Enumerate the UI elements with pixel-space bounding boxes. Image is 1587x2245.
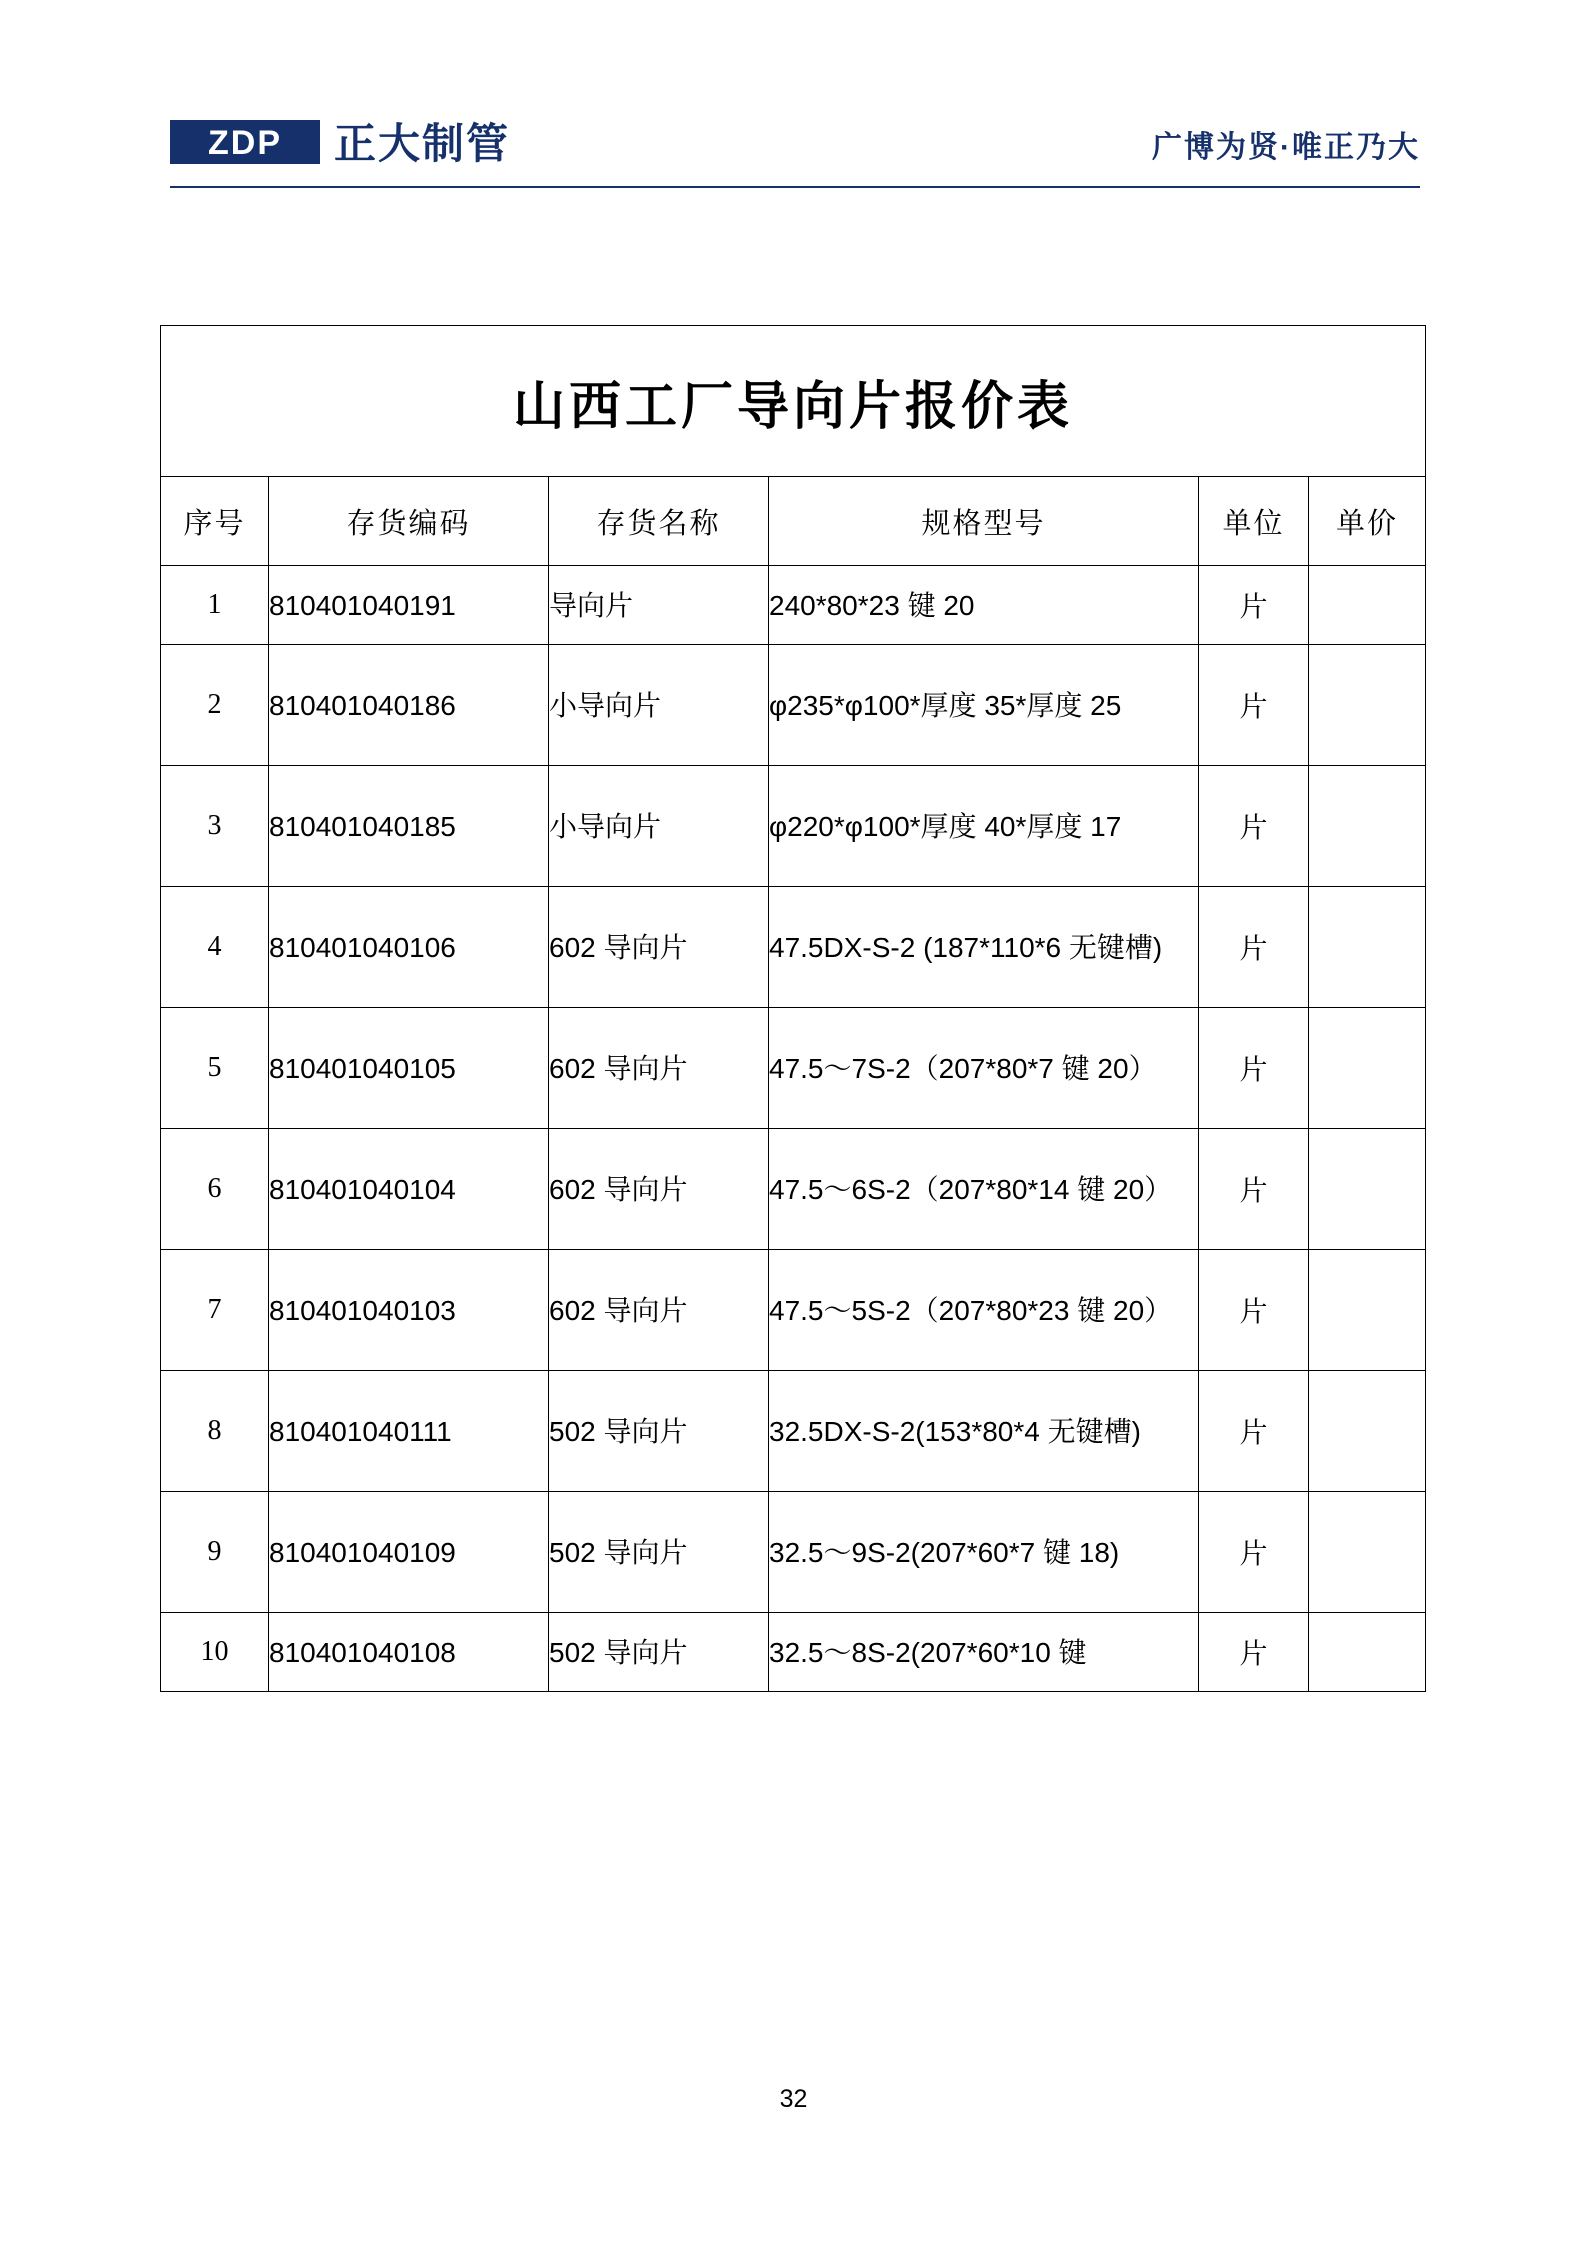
column-header-code: 存货编码 [269,477,549,566]
cell-name: 小导向片 [549,766,769,887]
cell-index: 10 [161,1613,269,1692]
cell-price[interactable] [1309,1129,1426,1250]
cell-index: 2 [161,645,269,766]
cell-code: 810401040104 [269,1129,549,1250]
table-row [161,645,1426,766]
cell-unit: 片 [1199,1129,1309,1250]
cell-price[interactable] [1309,1371,1426,1492]
column-header-index: 序号 [161,477,269,566]
cell-spec: 32.5～9S-2(207*60*7 键 18) [769,1492,1199,1613]
cell-unit: 片 [1199,645,1309,766]
cell-spec: 240*80*23 键 20 [769,566,1199,645]
svg-text:ZDP: ZDP [208,123,282,162]
cell-code: 810401040111 [269,1371,549,1492]
cell-name: 602 导向片 [549,887,769,1008]
table-row [161,1492,1426,1613]
cell-spec: 32.5～8S-2(207*60*10 键 [769,1613,1199,1692]
column-header-unit: 单位 [1199,477,1309,566]
brand-name: 正大制管 [334,120,511,167]
cell-index: 4 [161,887,269,1008]
cell-code: 810401040109 [269,1492,549,1613]
cell-code: 810401040186 [269,645,549,766]
cell-price[interactable] [1309,566,1426,645]
cell-name: 小导向片 [549,645,769,766]
cell-index: 8 [161,1371,269,1492]
table-header-row [161,477,1426,566]
cell-spec: φ220*φ100*厚度 40*厚度 17 [769,766,1199,887]
cell-spec: 47.5～7S-2（207*80*7 键 20） [769,1008,1199,1129]
cell-index: 5 [161,1008,269,1129]
zdp-logo-icon [170,116,320,173]
column-header-price: 单价 [1309,477,1426,566]
cell-price[interactable] [1309,1250,1426,1371]
cell-name: 602 导向片 [549,1129,769,1250]
cell-price[interactable] [1309,766,1426,887]
cell-name: 502 导向片 [549,1492,769,1613]
cell-price[interactable] [1309,1492,1426,1613]
column-header-name: 存货名称 [549,477,769,566]
table-row [161,766,1426,887]
cell-price[interactable] [1309,887,1426,1008]
cell-name: 502 导向片 [549,1371,769,1492]
cell-price[interactable] [1309,645,1426,766]
cell-index: 9 [161,1492,269,1613]
cell-code: 810401040108 [269,1613,549,1692]
cell-unit: 片 [1199,1371,1309,1492]
cell-spec: φ235*φ100*厚度 35*厚度 25 [769,645,1199,766]
table-title-row [161,326,1426,477]
column-header-spec: 规格型号 [769,477,1199,566]
cell-spec: 47.5～6S-2（207*80*14 键 20） [769,1129,1199,1250]
brand-slogan: 广博为贤·唯正乃大 [1152,131,1420,164]
cell-unit: 片 [1199,1008,1309,1129]
cell-index: 1 [161,566,269,645]
cell-price[interactable] [1309,1613,1426,1692]
cell-code: 810401040105 [269,1008,549,1129]
cell-unit: 片 [1199,887,1309,1008]
cell-spec: 47.5～5S-2（207*80*23 键 20） [769,1250,1199,1371]
quote-table-container [160,325,1425,1692]
page-header [170,108,1420,180]
cell-code: 810401040103 [269,1250,549,1371]
brand-logo [170,116,510,173]
cell-spec: 47.5DX-S-2 (187*110*6 无键槽) [769,887,1199,1008]
cell-unit: 片 [1199,1613,1309,1692]
table-row [161,566,1426,645]
cell-index: 6 [161,1129,269,1250]
cell-unit: 片 [1199,1250,1309,1371]
table-title: 山西工厂导向片报价表 [161,326,1426,477]
quote-table [160,325,1426,1692]
cell-name: 导向片 [549,566,769,645]
table-row [161,1008,1426,1129]
table-row [161,1129,1426,1250]
table-row [161,1613,1426,1692]
cell-index: 3 [161,766,269,887]
cell-name: 502 导向片 [549,1613,769,1692]
cell-unit: 片 [1199,1492,1309,1613]
table-row [161,887,1426,1008]
cell-unit: 片 [1199,766,1309,887]
cell-spec: 32.5DX-S-2(153*80*4 无键槽) [769,1371,1199,1492]
table-row [161,1250,1426,1371]
cell-name: 602 导向片 [549,1250,769,1371]
cell-unit: 片 [1199,566,1309,645]
cell-code: 810401040106 [269,887,549,1008]
cell-code: 810401040185 [269,766,549,887]
header-divider [170,186,1420,188]
cell-price[interactable] [1309,1008,1426,1129]
cell-code: 810401040191 [269,566,549,645]
cell-name: 602 导向片 [549,1008,769,1129]
table-row [161,1371,1426,1492]
cell-index: 7 [161,1250,269,1371]
page-number: 32 [779,2085,808,2113]
